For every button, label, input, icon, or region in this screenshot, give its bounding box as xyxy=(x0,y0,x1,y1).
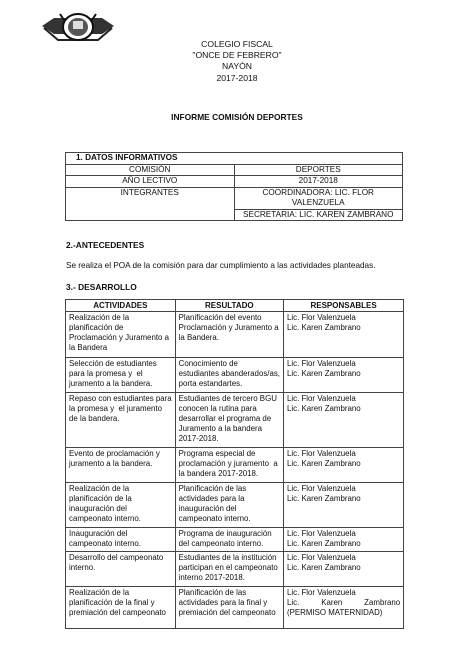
info-row xyxy=(66,176,403,188)
report-title: INFORME COMISIÓN DEPORTES xyxy=(171,112,303,122)
info-row xyxy=(66,187,403,209)
cell-line: Lic. Karen Zambrano xyxy=(287,369,361,379)
cell-actividad xyxy=(66,587,176,629)
cell-actividad xyxy=(66,483,176,528)
school-header xyxy=(0,39,474,84)
cell-resultado xyxy=(175,552,283,587)
antecedentes-text: Se realiza el POA de la comisión para dar cumplimiento a las actividades planteadas. xyxy=(66,261,376,270)
cell-line: Planificación de las xyxy=(178,484,247,493)
cell-line: Proclamación y Juramento a xyxy=(178,323,279,333)
cell-line: proclamación y juramento a xyxy=(178,459,278,469)
cell-line: campeonato interno. xyxy=(69,539,141,549)
info-heading: 1. DATOS INFORMATIVOS xyxy=(66,153,403,165)
info-table xyxy=(65,152,403,221)
header-line-2: "ONCE DE FEBRERO" xyxy=(192,50,282,61)
cell-line: juramento a la bandera. xyxy=(69,459,153,469)
cell-line: Lic. Karen Zambrano xyxy=(287,404,361,414)
cell-line: estudiantes abanderados/as, xyxy=(178,369,280,379)
cell-line: planificación de la final y xyxy=(69,598,155,608)
cell-line: interno. xyxy=(69,563,96,573)
cell-line: premiación del campeonato xyxy=(178,608,276,618)
header-line-1: COLEGIO FISCAL xyxy=(201,39,273,49)
cell-line: Repaso con estudiantes para xyxy=(69,394,172,403)
header-line-4: 2017-2018 xyxy=(216,72,258,83)
cell-line: planificación de xyxy=(69,323,124,333)
cell-line: Programa especial de xyxy=(178,449,256,458)
desarrollo-table xyxy=(65,299,404,629)
cell-responsables xyxy=(284,528,404,552)
cell-line: campeonato interno. xyxy=(178,514,251,524)
cell-responsables xyxy=(284,587,404,629)
table-row xyxy=(66,358,404,393)
cell-line: interno 2017-2018. xyxy=(178,573,245,583)
cell-line: Juramento a la bandera xyxy=(178,424,263,434)
cell-resultado xyxy=(175,312,283,358)
cell-line: 2017-2018. xyxy=(178,434,219,444)
cell-responsables xyxy=(284,552,404,587)
cell-line: Realización de la xyxy=(69,588,130,597)
cell-resultado xyxy=(175,587,283,629)
cell-line: Realización de la xyxy=(69,313,130,322)
cell-line: Lic. Flor Valenzuela xyxy=(287,313,356,322)
cell-line: Lic. Karen Zambrano xyxy=(287,494,361,504)
cell-line: planificación de la xyxy=(69,494,132,504)
table-row xyxy=(66,528,404,552)
cell-line: actividades para la xyxy=(178,494,245,504)
info-value: DEPORTES xyxy=(234,164,403,176)
cell-line: Programa de inauguración xyxy=(178,529,272,538)
info-label: COMISIÓN xyxy=(66,164,235,176)
cell-resultado xyxy=(175,528,283,552)
cell-responsables xyxy=(284,448,404,483)
cell-actividad xyxy=(66,448,176,483)
cell-line: conocen la rutina para xyxy=(178,404,257,414)
table-row xyxy=(66,448,404,483)
table-row xyxy=(66,587,404,629)
cell-line: Lic. Flor Valenzuela xyxy=(287,484,356,493)
info-value: COORDINADORA: LIC. FLOR VALENZUELA xyxy=(234,187,403,209)
antecedentes-heading: 2.-ANTECEDENTES xyxy=(66,240,145,250)
cell-line: (PERMISO MATERNIDAD) xyxy=(287,608,383,618)
desarrollo-heading: 3.- DESARROLLO xyxy=(66,282,137,292)
cell-line: Conocimiento de xyxy=(178,359,238,368)
cell-line: Planificación del evento xyxy=(178,313,262,322)
cell-responsables xyxy=(284,483,404,528)
cell-line: Proclamación y Juramento a xyxy=(69,333,169,343)
cell-line: inauguración del xyxy=(69,504,127,514)
cell-resultado xyxy=(175,358,283,393)
cell-actividad xyxy=(66,312,176,358)
cell-line: actividades para la final y xyxy=(178,598,268,608)
info-row xyxy=(66,164,403,176)
info-value: SECRETARIA: LIC. KAREN ZAMBRANO xyxy=(234,209,403,221)
header-line-3: NAYÓN xyxy=(222,61,252,72)
cell-responsables xyxy=(284,393,404,448)
cell-line: la Bandera. xyxy=(178,333,220,343)
cell-line: Lic. Flor Valenzuela xyxy=(287,394,356,403)
cell-line: porta estandartes. xyxy=(178,379,243,389)
column-header-responsables: RESPONSABLES xyxy=(284,300,404,312)
column-header-actividades: ACTIVIDADES xyxy=(66,300,176,312)
cell-actividad xyxy=(66,552,176,587)
cell-actividad xyxy=(66,393,176,448)
cell-line: la Bandera xyxy=(69,343,108,353)
cell-line: Lic. Karen Zambrano xyxy=(287,598,401,608)
cell-actividad xyxy=(66,528,176,552)
cell-line: para la promesa y el xyxy=(69,369,143,379)
cell-resultado xyxy=(175,448,283,483)
cell-line: juramento a la bandera. xyxy=(69,379,153,389)
cell-line: Estudiantes de la institución xyxy=(178,553,277,562)
cell-line: participan en el campeonato xyxy=(178,563,278,573)
cell-line: la bandera 2017-2018. xyxy=(178,469,259,479)
cell-line: Lic. Karen Zambrano xyxy=(287,563,361,573)
cell-line: Lic. Karen Zambrano xyxy=(287,323,361,333)
cell-line: inauguración del xyxy=(178,504,237,514)
cell-line: Inauguración del xyxy=(69,529,128,538)
cell-line: Lic. Flor Valenzuela xyxy=(287,449,356,458)
cell-line: Estudiantes de tercero BGU xyxy=(178,394,277,403)
cell-line: Selección de estudiantes xyxy=(69,359,157,368)
info-value: 2017-2018 xyxy=(234,176,403,188)
cell-line: Lic. Karen Zambrano xyxy=(287,539,361,549)
cell-responsables xyxy=(284,358,404,393)
table-row xyxy=(66,393,404,448)
cell-line: Evento de proclamación y xyxy=(69,449,160,458)
cell-resultado xyxy=(175,483,283,528)
cell-actividad xyxy=(66,358,176,393)
column-header-resultado: RESULTADO xyxy=(175,300,283,312)
cell-responsables xyxy=(284,312,404,358)
info-label: AÑO LECTIVO xyxy=(66,176,235,188)
cell-line: campeonato interno. xyxy=(69,514,141,524)
cell-line: del campeonato interno. xyxy=(178,539,264,549)
cell-line: Lic. Flor Valenzuela xyxy=(287,553,356,562)
cell-line: de la bandera. xyxy=(69,414,120,424)
cell-line: desarrollar el programa de xyxy=(178,414,272,424)
cell-line: Realización de la xyxy=(69,484,130,493)
cell-line: Desarrollo del campeonato xyxy=(69,553,164,562)
info-label: INTEGRANTES xyxy=(66,187,235,221)
cell-line: la promesa y el juramento xyxy=(69,404,162,414)
table-row xyxy=(66,552,404,587)
cell-line: Lic. Flor Valenzuela xyxy=(287,529,356,538)
table-row xyxy=(66,312,404,358)
cell-line: Lic. Karen Zambrano xyxy=(287,459,361,469)
table-row xyxy=(66,483,404,528)
cell-line: Lic. Flor Valenzuela xyxy=(287,588,356,597)
cell-line: premiación del campeonato xyxy=(69,608,166,618)
cell-resultado xyxy=(175,393,283,448)
cell-line: Lic. Flor Valenzuela xyxy=(287,359,356,368)
cell-line: Planificación de las xyxy=(178,588,247,597)
